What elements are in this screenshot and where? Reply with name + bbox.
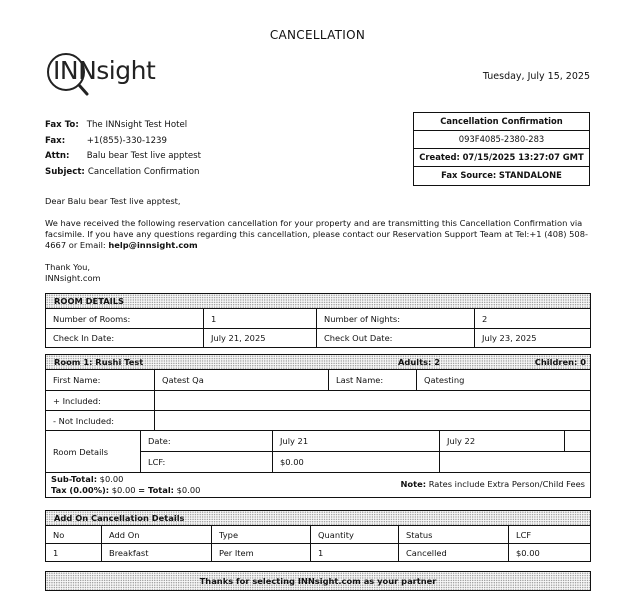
included-value <box>154 391 590 410</box>
room-details-section <box>45 293 591 348</box>
last-name-value: Qatesting <box>416 370 590 390</box>
checkout-label: Check Out Date: <box>316 329 474 347</box>
subtotal-value: $0.00 <box>99 474 124 484</box>
rate-date-spacer <box>565 431 590 451</box>
addon-header-row <box>46 526 590 543</box>
rooms-label: Number of Rooms: <box>53 313 131 324</box>
addon-col-quantity: Quantity <box>310 526 398 543</box>
rates-note <box>400 479 585 489</box>
subject-value: Cancellation Confirmation <box>87 166 200 177</box>
addon-col-lcf: LCF <box>508 526 590 543</box>
addon-type: Per Item <box>211 544 310 561</box>
tax-label: Tax (0.00%): <box>51 485 110 495</box>
totals-row <box>46 472 590 497</box>
checkin-value: July 21, 2025 <box>203 329 316 347</box>
subject-label: Subject: <box>45 166 85 177</box>
rooms-value: 1 <box>203 309 316 328</box>
innsight-logo <box>44 50 174 100</box>
name-row <box>46 370 590 390</box>
logo-wordmark: INNsight <box>53 56 156 85</box>
footer-banner: Thanks for selecting INNsight.com as your partner <box>45 571 591 591</box>
not-included-row <box>46 410 590 430</box>
included-row <box>46 390 590 410</box>
room-1-section <box>45 354 591 498</box>
total-value: $0.00 <box>176 485 201 495</box>
lcf-value: $0.00 <box>272 452 439 472</box>
fax-info <box>45 118 201 180</box>
addon-row <box>46 543 590 561</box>
attn-value: Balu bear Test live apptest <box>86 151 201 161</box>
confirmation-heading: Cancellation Confirmation <box>414 113 589 131</box>
page-title: CANCELLATION <box>269 28 366 42</box>
rate-dates-row <box>141 431 590 452</box>
addon-no: 1 <box>53 547 59 558</box>
lcf-empty <box>439 452 590 472</box>
included-label: + Included: <box>53 395 101 406</box>
fax-to-label: Fax To: <box>45 120 79 130</box>
room-1-heading <box>46 355 590 370</box>
addon-col-status: Status <box>398 526 508 543</box>
letter-signature: INNsight.com <box>45 273 101 283</box>
letter-greeting: Dear Balu bear Test live apptest, <box>45 196 181 206</box>
lcf-label: LCF: <box>148 457 166 467</box>
rate-date-2: July 22 <box>439 431 565 451</box>
totals-block <box>46 473 200 497</box>
letter-text: We have received the following reservation cancellation for your property and are transmitting this Cancellation Confirmation via facsimile. If you have any questions regarding this cancellation, please contact our Reservation Support Team at Tel:+1 (408) 508-4667 or Email: <box>45 218 588 250</box>
last-name-label: Last Name: <box>328 370 416 390</box>
confirmation-number: 093F4085-2380-283 <box>414 131 589 149</box>
room-details-heading: ROOM DETAILS <box>46 294 590 309</box>
nights-label: Number of Nights: <box>316 309 474 328</box>
fax-source-label: Fax Source: <box>441 170 497 180</box>
addon-name: Breakfast <box>101 544 211 561</box>
adults-count: Adults: 2 <box>398 357 440 367</box>
room-details-label: Room Details <box>53 446 109 457</box>
fax-value: +1(855)-330-1239 <box>86 135 167 146</box>
total-label: = Total: <box>138 485 174 495</box>
addon-lcf: $0.00 <box>508 544 590 561</box>
fax-label: Fax: <box>45 135 66 146</box>
checkout-value: July 23, 2025 <box>474 329 590 347</box>
not-included-label: - Not Included: <box>53 415 115 426</box>
subtotal-label: Sub-Total: <box>51 474 98 484</box>
addon-quantity: 1 <box>310 544 398 561</box>
support-email[interactable]: help@innsight.com <box>108 240 198 250</box>
fax-source-value: STANDALONE <box>498 170 562 180</box>
dates-row <box>46 328 590 347</box>
addon-col-type: Type <box>211 526 310 543</box>
confirmation-box <box>413 112 590 186</box>
addon-col-name: Add On <box>101 526 211 543</box>
nights-value: 2 <box>474 309 590 328</box>
rate-date-1: July 21 <box>272 431 439 451</box>
fax-to-value: The INNsight Test Hotel <box>86 120 188 130</box>
tax-value: $0.00 <box>111 485 136 495</box>
letter-closing: Thank You, <box>45 262 91 272</box>
addon-section <box>45 510 591 562</box>
addon-heading: Add On Cancellation Details <box>46 511 590 526</box>
rate-lcf-row <box>141 452 590 472</box>
room-rates-row <box>46 430 590 472</box>
addon-col-no: No <box>53 529 65 540</box>
not-included-value <box>154 411 590 430</box>
created-label: Created: <box>419 152 460 162</box>
letter-body <box>45 196 593 284</box>
checkin-label: Check In Date: <box>53 333 115 343</box>
first-name-value: Qatest Qa <box>154 370 328 390</box>
rooms-row <box>46 309 590 328</box>
note-label: Note: <box>400 479 427 489</box>
note-text: Rates include Extra Person/Child Fees <box>428 479 585 489</box>
first-name-label: First Name: <box>53 375 101 385</box>
attn-label: Attn: <box>45 151 70 161</box>
children-count: Children: 0 <box>534 357 586 367</box>
created-value: 07/15/2025 13:27:07 GMT <box>462 152 584 162</box>
date-label: Date: <box>148 436 171 446</box>
room-1-title: Room 1: Rushi Test <box>54 357 144 367</box>
addon-status: Cancelled <box>398 544 508 561</box>
document-date: Tuesday, July 15, 2025 <box>482 71 590 82</box>
room-rates-grid <box>140 431 590 472</box>
